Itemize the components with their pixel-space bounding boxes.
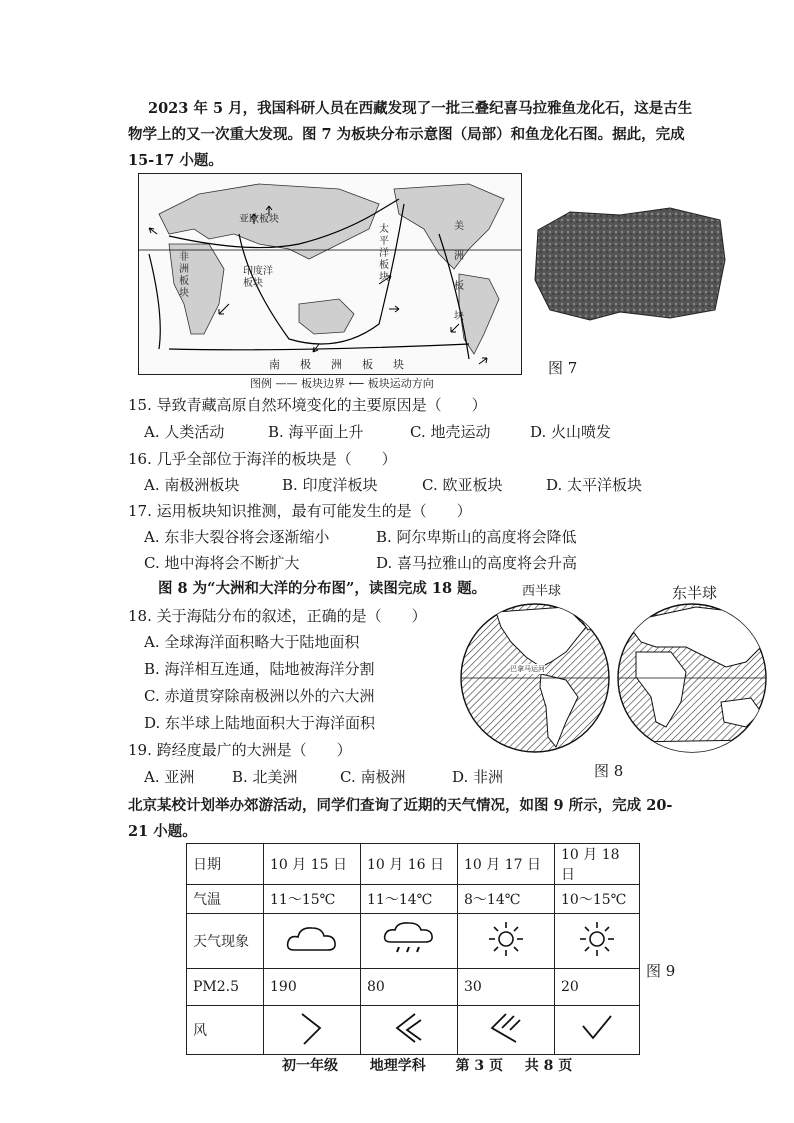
weather-table — [186, 843, 640, 1055]
fig7-label: 图 7 — [548, 359, 578, 377]
temp-cell: 8～14℃ — [458, 885, 555, 914]
table-row — [187, 885, 640, 914]
pm-label: PM2.5 — [187, 969, 264, 1006]
weather-cell — [458, 914, 555, 969]
intro3-line1: 北京某校计划举办郊游活动，同学们查询了近期的天气情况，如图 9 所示，完成 20- — [128, 797, 673, 814]
plate-label-africa: 非洲板块 — [179, 252, 189, 299]
pm-cell: 190 — [264, 969, 361, 1006]
header-day: 10 月 16 日 — [361, 844, 458, 885]
table-row — [187, 969, 640, 1006]
wind-cell — [458, 1006, 555, 1055]
weather-cell — [361, 914, 458, 969]
plate-label-antarctic: 南极洲板块 — [269, 358, 424, 371]
namerica-shape — [394, 184, 504, 269]
q17-option-b[interactable]: B. 阿尔卑斯山的高度将会降低 — [376, 528, 577, 546]
fossil-drawing — [530, 200, 730, 330]
fig9-label: 图 9 — [646, 962, 676, 980]
footer-page: 第 3 页 — [455, 1058, 503, 1074]
fig8-label: 图 8 — [594, 762, 624, 780]
intro1-line1: 2023 年 5 月，我国科研人员在西藏发现了一批三叠纪喜马拉雅鱼龙化石，这是古生 — [148, 100, 693, 117]
legend-motion-label: 板块运动方向 — [367, 377, 434, 390]
wind-cell — [264, 1006, 361, 1055]
intro1-line2: 物学上的又一次重大发现。图 7 为板块分布示意图（局部）和鱼龙化石图。据此，完成 — [128, 126, 685, 143]
page-footer — [282, 1055, 572, 1075]
fig8-east-label: 东半球 — [672, 584, 718, 602]
footer-total: 共 8 页 — [524, 1058, 573, 1074]
wind-barb-icon — [292, 1008, 332, 1048]
panama-canal-label: 巴拿马运河 — [510, 665, 545, 673]
q19-stem: 19. 跨经度最广的大洲是（ ） — [128, 741, 352, 759]
q16-option-d[interactable]: D. 太平洋板块 — [546, 476, 643, 494]
weather-label: 天气现象 — [187, 914, 264, 969]
footer-grade: 初一年级 — [282, 1058, 338, 1074]
q17-option-c[interactable]: C. 地中海将会不断扩大 — [144, 554, 300, 572]
q15-option-c[interactable]: C. 地壳运动 — [410, 423, 491, 441]
q19-option-a[interactable]: A. 亚洲 — [144, 768, 195, 786]
plate-label-eurasia: 亚欧板块 — [239, 214, 279, 225]
q15-option-d[interactable]: D. 火山喷发 — [530, 423, 612, 441]
header-date: 日期 — [187, 844, 264, 885]
q18-option-b[interactable]: B. 海洋相互连通，陆地被海洋分割 — [144, 660, 375, 678]
cloudy-icon — [284, 922, 340, 956]
pm-cell: 80 — [361, 969, 458, 1006]
wind-barb-icon — [389, 1008, 429, 1048]
fossil-image — [530, 200, 730, 330]
q17-option-d[interactable]: D. 喜马拉雅山的高度将会升高 — [376, 554, 578, 572]
rain-cloud-icon — [381, 920, 437, 958]
wind-cell — [361, 1006, 458, 1055]
q16-option-c[interactable]: C. 欧亚板块 — [422, 476, 503, 494]
hemisphere-drawing — [456, 602, 774, 754]
q15-option-a[interactable]: A. 人类活动 — [144, 423, 225, 441]
intro1-line3: 15-17 小题。 — [128, 152, 223, 169]
temp-cell: 11～14℃ — [361, 885, 458, 914]
temp-cell: 10～15℃ — [555, 885, 640, 914]
plate-boundary — [169, 344, 469, 350]
plate-label-pacific: 太平洋板块 — [379, 224, 389, 283]
wind-cell — [555, 1006, 640, 1055]
header-day: 10 月 15 日 — [264, 844, 361, 885]
header-day: 10 月 18 日 — [555, 844, 640, 885]
intro2: 图 8 为“大洲和大洋的分布图”，读图完成 18 题。 — [158, 580, 487, 597]
q17-option-a[interactable]: A. 东非大裂谷将会逐渐缩小 — [144, 528, 330, 546]
fig7-legend — [250, 375, 434, 391]
weather-cell — [264, 914, 361, 969]
q19-option-b[interactable]: B. 北美洲 — [232, 768, 298, 786]
q18-option-d[interactable]: D. 东半球上陆地面积大于海洋面积 — [144, 714, 376, 732]
table-row — [187, 914, 640, 969]
q18-stem: 18. 关于海陆分布的叙述，正确的是（ ） — [128, 607, 427, 625]
wind-barb-icon — [486, 1008, 526, 1048]
header-day: 10 月 17 日 — [458, 844, 555, 885]
q19-option-d[interactable]: D. 非洲 — [452, 768, 504, 786]
fig8-west-label: 西半球 — [522, 584, 562, 599]
q17-stem: 17. 运用板块知识推测，最有可能发生的是（ ） — [128, 502, 472, 520]
q16-stem: 16. 几乎全部位于海洋的板块是（ ） — [128, 450, 397, 468]
legend-title: 图例 — [250, 377, 272, 390]
table-row — [187, 1006, 640, 1055]
legend-arrow-icon: ⟵ — [348, 377, 365, 390]
footer-subject: 地理学科 — [369, 1058, 426, 1074]
checkmark-wind-icon — [577, 1008, 617, 1048]
q18-option-a[interactable]: A. 全球海洋面积略大于陆地面积 — [144, 633, 360, 651]
plate-label-america: 美洲板块 — [454, 221, 464, 322]
q15-option-b[interactable]: B. 海平面上升 — [268, 423, 364, 441]
legend-boundary-label: 板块边界 — [301, 377, 345, 390]
legend-boundary-line: —— — [275, 377, 298, 390]
q15-stem: 15. 导致青藏高原自然环境变化的主要原因是（ ） — [128, 396, 487, 414]
q18-option-c[interactable]: C. 赤道贯穿除南极洲以外的六大洲 — [144, 687, 375, 705]
wind-label: 风 — [187, 1006, 264, 1055]
sunny-icon — [577, 919, 617, 959]
q16-option-a[interactable]: A. 南极洲板块 — [144, 476, 240, 494]
africa-shape — [169, 244, 224, 334]
weather-cell — [555, 914, 640, 969]
temp-cell: 11～15℃ — [264, 885, 361, 914]
pm-cell: 20 — [555, 969, 640, 1006]
plate-label-indian: 印度洋板块 — [243, 266, 273, 289]
table-row — [187, 844, 640, 885]
hemisphere-map — [456, 602, 774, 754]
plate-boundary — [149, 254, 160, 349]
australia-shape — [299, 299, 354, 334]
temp-label: 气温 — [187, 885, 264, 914]
sunny-icon — [486, 919, 526, 959]
pm-cell: 30 — [458, 969, 555, 1006]
q16-option-b[interactable]: B. 印度洋板块 — [282, 476, 378, 494]
intro3-line2: 21 小题。 — [128, 823, 197, 840]
plate-map — [138, 173, 522, 375]
q19-option-c[interactable]: C. 南极洲 — [340, 768, 406, 786]
